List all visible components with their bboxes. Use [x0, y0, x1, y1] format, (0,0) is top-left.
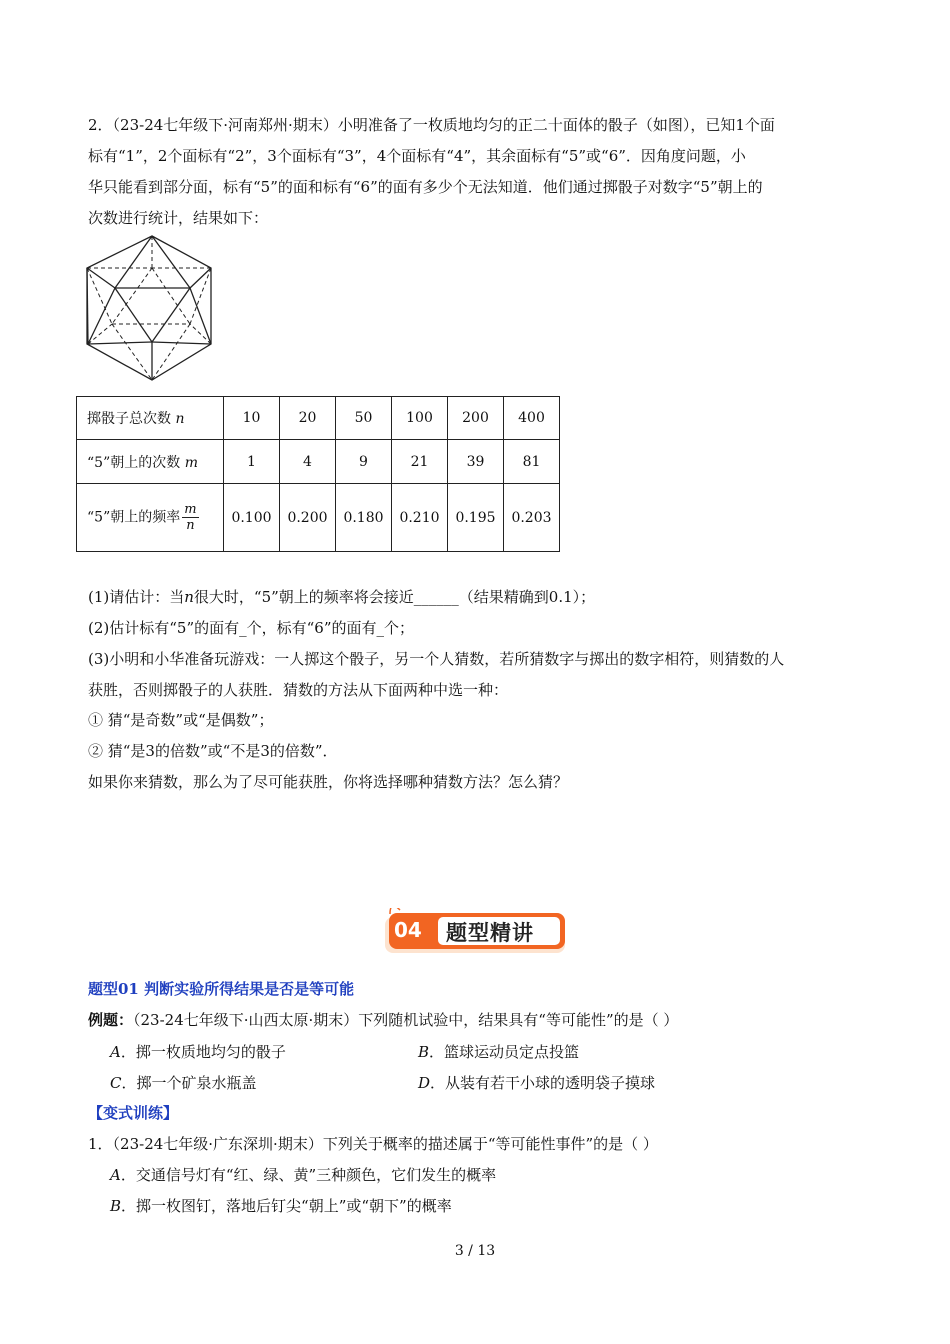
question-prompt: 如果你来猜数，那么为了尽可能获胜，你将选择哪种猜数方法？怎么猜？ — [88, 773, 569, 791]
table-cell: 39 — [448, 440, 504, 484]
table-cell: 0.200 — [280, 484, 336, 552]
row-label-five-frequency: “5”朝上的频率 $\frac{m}{n}$ — [77, 484, 224, 552]
table-row — [77, 397, 560, 440]
variant-question-1: 1．（23-24七年级·广东深圳·期末）下列关于概率的描述属于“等可能性事件”的是（ ） — [88, 1135, 658, 1153]
fraction-m-over-n: $\frac{m}{n}$ — [184, 502, 197, 533]
example-question: 例题：（23-24七年级下·山西太原·期末）下列随机试验中，结果具有“等可能性”的是（ ） — [88, 1011, 679, 1029]
section-banner — [384, 908, 568, 956]
question-2-line-1: 2．（23-24七年级下·河南郑州·期末）小明准备了一枚质地均匀的正二十面体的骰子（如图），已知1个面 — [88, 116, 775, 134]
banner-number: 04 — [394, 918, 422, 942]
table-cell: 400 — [504, 397, 560, 440]
table-cell: 50 — [336, 397, 392, 440]
table-cell: 1 — [224, 440, 280, 484]
question-2-line-4: 次数进行统计，结果如下： — [88, 209, 269, 227]
table-cell: 0.180 — [336, 484, 392, 552]
sub-question-2: (2)估计标有“5”的面有_个，标有“6”的面有_个； — [88, 619, 415, 637]
row-label-total-rolls: 掷骰子总次数 n — [77, 397, 224, 440]
table-cell: 0.195 — [448, 484, 504, 552]
banner-title: 题型精讲 — [446, 921, 534, 945]
table-cell: 4 — [280, 440, 336, 484]
variant-option-b: B．掷一枚图钉，落地后钉尖“朝上”或“朝下”的概率 — [110, 1197, 452, 1215]
table-row — [77, 440, 560, 484]
table-cell: 0.210 — [392, 484, 448, 552]
icosahedron-figure — [82, 232, 218, 384]
table-cell: 0.100 — [224, 484, 280, 552]
table-cell: 9 — [336, 440, 392, 484]
table-cell: 10 — [224, 397, 280, 440]
row-label-five-count: “5”朝上的次数 m — [77, 440, 224, 484]
table-cell: 200 — [448, 397, 504, 440]
dice-statistics-table — [76, 396, 560, 552]
page-number: 3 / 13 — [454, 1243, 496, 1259]
option-a: A．掷一枚质地均匀的骰子 — [110, 1043, 286, 1061]
table-cell: 0.203 — [504, 484, 560, 552]
table-cell: 100 — [392, 397, 448, 440]
question-type-title: 题型01 判断实验所得结果是否是等可能 — [88, 980, 355, 998]
sub-question-3-line-1: (3)小明和小华准备玩游戏：一人掷这个骰子，另一个人猜数，若所猜数字与掷出的数字相符，则猜数的人 — [88, 650, 785, 668]
choice-2: ② 猜“是3的倍数”或“不是3的倍数”． — [88, 742, 338, 760]
question-2-line-3: 华只能看到部分面，标有“5”的面和标有“6”的面有多少个无法知道．他们通过掷骰子对数字“5”朝上的 — [88, 178, 763, 196]
table-cell: 81 — [504, 440, 560, 484]
variant-training-heading: 【变式训练】 — [88, 1104, 179, 1122]
table-cell: 21 — [392, 440, 448, 484]
table-cell: 20 — [280, 397, 336, 440]
option-d: D．从装有若干小球的透明袋子摸球 — [418, 1074, 656, 1092]
variant-option-a: A．交通信号灯有“红、绿、黄”三种颜色，它们发生的概率 — [110, 1166, 497, 1184]
question-2-line-2: 标有“1”，2个面标有“2”，3个面标有“3”，4个面标有“4”，其余面标有“5”或“6”．因角度问题，小 — [88, 147, 746, 165]
choice-1: ① 猜“是奇数”或“是偶数”； — [88, 711, 274, 729]
sub-question-1: (1)请估计：当n很大时，“5”朝上的频率将会接近______（结果精确到0.1）； — [88, 588, 596, 606]
table-row — [77, 484, 560, 552]
option-b: B．篮球运动员定点投篮 — [418, 1043, 580, 1061]
option-c: C．掷一个矿泉水瓶盖 — [110, 1074, 257, 1092]
sub-question-3-line-2: 获胜，否则掷骰子的人获胜．猜数的方法从下面两种中选一种： — [88, 681, 509, 699]
